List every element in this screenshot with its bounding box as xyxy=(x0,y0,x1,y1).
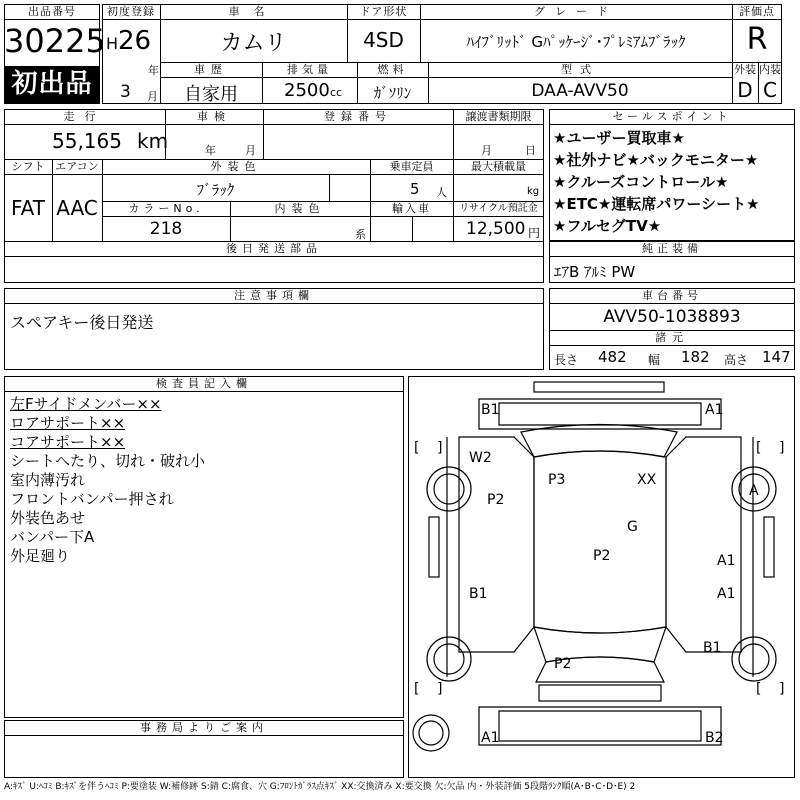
sales-point: ★クルーズコントロール★ xyxy=(553,173,729,191)
car-name-label: 車名 xyxy=(228,5,279,18)
grade-label: グレード xyxy=(534,5,618,18)
bracket-right-4: ] xyxy=(779,681,785,697)
transfer-month-unit: 月 xyxy=(481,144,492,157)
sales-points-label: セールスポイント xyxy=(612,110,732,123)
office-label: 事務局よりご案内 xyxy=(140,721,268,734)
transfer-day-unit: 日 xyxy=(525,144,536,157)
damage-mark: P2 xyxy=(487,492,505,508)
inspector-line: コアサポート×× xyxy=(10,433,126,451)
inspector-line: 外装色あせ xyxy=(10,509,86,527)
import-label: 輸入車 xyxy=(392,202,431,215)
damage-mark: P2 xyxy=(593,548,611,564)
recycle-unit: 円 xyxy=(528,226,541,240)
inspector-line: 左Fサイドメンバー×× xyxy=(10,395,162,413)
damage-mark: A1 xyxy=(481,730,500,746)
shift-label: シフト xyxy=(11,160,45,173)
damage-mark: A xyxy=(749,483,759,499)
recycle: 12,500 xyxy=(466,219,526,239)
rear-left-wheel-inner xyxy=(434,644,464,674)
sales-point: ★フルセグTV★ xyxy=(553,217,662,235)
load-unit: kg xyxy=(527,186,540,197)
car-diagram-box xyxy=(408,376,795,778)
bracket-left-3: [ xyxy=(414,681,420,697)
width: 182 xyxy=(681,348,710,366)
height-label: 高さ xyxy=(724,353,749,367)
ext-color: ﾌﾞﾗｯｸ xyxy=(196,181,235,199)
bracket-right-3: [ xyxy=(756,681,762,697)
inspection-month-unit: 月 xyxy=(245,144,256,157)
mileage-unit: km xyxy=(137,129,169,153)
capacity-unit: 人 xyxy=(436,186,447,199)
front-bumper-top xyxy=(534,382,664,392)
bracket-left-2: ] xyxy=(437,440,443,456)
inspector-line: フロントバンパー押され xyxy=(10,490,174,508)
width-label: 幅 xyxy=(648,353,661,367)
reg-month: 3 xyxy=(120,82,131,102)
first-listing-badge: 初出品 xyxy=(5,66,99,103)
era: H xyxy=(106,34,119,53)
capacity-label: 乗車定員 xyxy=(389,160,434,173)
fuel-label: 燃料 xyxy=(377,63,408,76)
reg-year: 26 xyxy=(118,26,152,56)
genuine-equipment: ｴｱB ｱﾙﾐ PW xyxy=(554,263,636,281)
rear-body-outline xyxy=(479,707,721,745)
left-body xyxy=(459,437,534,652)
car-name: カムリ xyxy=(220,31,287,56)
chassis-label: 車台番号 xyxy=(642,289,702,302)
chassis-number: AVV50-1038893 xyxy=(603,307,741,327)
rating: R xyxy=(746,22,768,57)
exterior-label: 外装 xyxy=(734,63,756,76)
rear-right-wheel-inner xyxy=(739,644,769,674)
shift: FAT xyxy=(10,196,45,220)
inspector-notes xyxy=(10,395,400,566)
lot-number: 30225 xyxy=(4,22,106,60)
color-no: 218 xyxy=(149,219,183,239)
damage-mark: B1 xyxy=(703,640,722,656)
damage-mark: A1 xyxy=(705,402,724,418)
fuel: ｶﾞｿﾘﾝ xyxy=(373,84,412,102)
right-mirror xyxy=(764,517,774,577)
model-code-label: 型式 xyxy=(561,63,599,76)
recycle-label: リサイクル預託金 xyxy=(459,203,538,214)
inspector-line: シートへたり、切れ・破れ小 xyxy=(10,452,206,470)
reg-no-label: 登録番号 xyxy=(324,110,392,123)
car-diagram xyxy=(409,377,794,777)
inspector-line: ロアサポート×× xyxy=(10,414,126,432)
month-unit: 月 xyxy=(147,90,158,103)
inspector-label: 検査員記入欄 xyxy=(156,377,252,390)
left-mirror xyxy=(429,517,439,577)
grade: ﾊｲﾌﾞﾘｯﾄﾞ Gﾊﾟｯｹｰｼﾞ･ﾌﾟﾚﾐｱﾑﾌﾞﾗｯｸ xyxy=(466,33,686,51)
damage-mark: B2 xyxy=(705,730,724,746)
later-parts-label: 後日発送部品 xyxy=(226,242,322,255)
sales-point: ★社外ナビ★バックモニター★ xyxy=(553,151,759,169)
lot-label: 出品番号 xyxy=(28,5,76,18)
int-color-unit: 系 xyxy=(355,228,366,241)
ac-label: エアコン xyxy=(55,160,99,173)
rear-bumper-bottom xyxy=(539,685,661,701)
genuine-label: 純正装備 xyxy=(642,242,702,255)
front-hood xyxy=(499,403,701,425)
sales-points-list xyxy=(553,127,793,237)
exterior-grade: D xyxy=(737,78,753,102)
year-unit: 年 xyxy=(148,64,159,77)
damage-mark: P2 xyxy=(554,656,572,672)
first-reg-label: 初度登録 xyxy=(107,5,155,18)
inspection-label: 車検 xyxy=(197,110,231,123)
transfer-label: 譲渡書類期限 xyxy=(465,110,532,123)
door-type: 4SD xyxy=(363,28,404,52)
displacement: 2500 xyxy=(284,80,330,101)
history: 自家用 xyxy=(184,84,238,105)
inspector-line: バンパー下A xyxy=(10,528,95,546)
damage-mark: A1 xyxy=(717,553,736,569)
rear-panel xyxy=(499,711,701,741)
bracket-right-1: [ xyxy=(756,440,762,456)
displacement-unit: cc xyxy=(330,86,343,99)
color-no-label: カラーNo. xyxy=(128,202,204,215)
inspection-year-unit: 年 xyxy=(205,144,216,157)
spare-wheel-inner xyxy=(419,721,443,745)
mileage-label: 走行 xyxy=(63,110,106,123)
inspector-line: 室内薄汚れ xyxy=(10,471,86,489)
height: 147 xyxy=(762,348,791,366)
length: 482 xyxy=(598,348,627,366)
load-label: 最大積載量 xyxy=(471,160,526,173)
displacement-label: 排気量 xyxy=(287,63,332,76)
damage-mark: P3 xyxy=(548,472,566,488)
ac: AAC xyxy=(56,196,98,220)
damage-mark: A1 xyxy=(717,586,736,602)
damage-mark: B1 xyxy=(481,402,500,418)
sales-point: ★ETC★運転席パワーシート★ xyxy=(553,195,760,213)
damage-mark: XX xyxy=(637,472,657,488)
dims-label: 諸元 xyxy=(655,331,689,344)
damage-mark: B1 xyxy=(469,586,488,602)
bracket-right-2: ] xyxy=(779,440,785,456)
interior-grade: C xyxy=(763,78,777,102)
history-label: 車歴 xyxy=(194,63,228,76)
int-color-label: 内装色 xyxy=(274,202,326,215)
damage-mark: G xyxy=(627,519,638,535)
right-body xyxy=(666,437,741,652)
notes-text: スペアキー後日発送 xyxy=(10,313,154,332)
capacity: 5 xyxy=(410,180,420,198)
damage-mark: W2 xyxy=(469,450,492,466)
bracket-left-1: [ xyxy=(414,440,420,456)
inspector-line: 外足廻り xyxy=(10,547,71,565)
sales-point: ★ユーザー買取車★ xyxy=(553,129,685,147)
door-label: ドア形状 xyxy=(359,5,408,18)
legend: A:ｷｽﾞ U:ﾍｺﾐ B:ｷｽﾞを伴うﾍｺﾐ P:要塗装 W:補修跡 S:錆 C:腐食、穴 G:ﾌﾛﾝﾄｶﾞﾗｽ点ｷｽﾞ XX:交換済み X:要交換 欠:欠品 内・外装評価 5段階ﾗﾝｸ順(A･B･C･D･E) 2 xyxy=(4,782,636,792)
interior-label: 内装 xyxy=(759,63,781,76)
ext-color-label: 外装色 xyxy=(210,160,262,173)
length-label: 長さ xyxy=(554,353,579,367)
mileage: 55,165 xyxy=(52,129,122,153)
rating-label: 評価点 xyxy=(739,5,775,18)
model-code: DAA-AVV50 xyxy=(531,81,629,101)
bracket-left-4: ] xyxy=(437,681,443,697)
notes-label: 注意事項欄 xyxy=(234,289,314,302)
